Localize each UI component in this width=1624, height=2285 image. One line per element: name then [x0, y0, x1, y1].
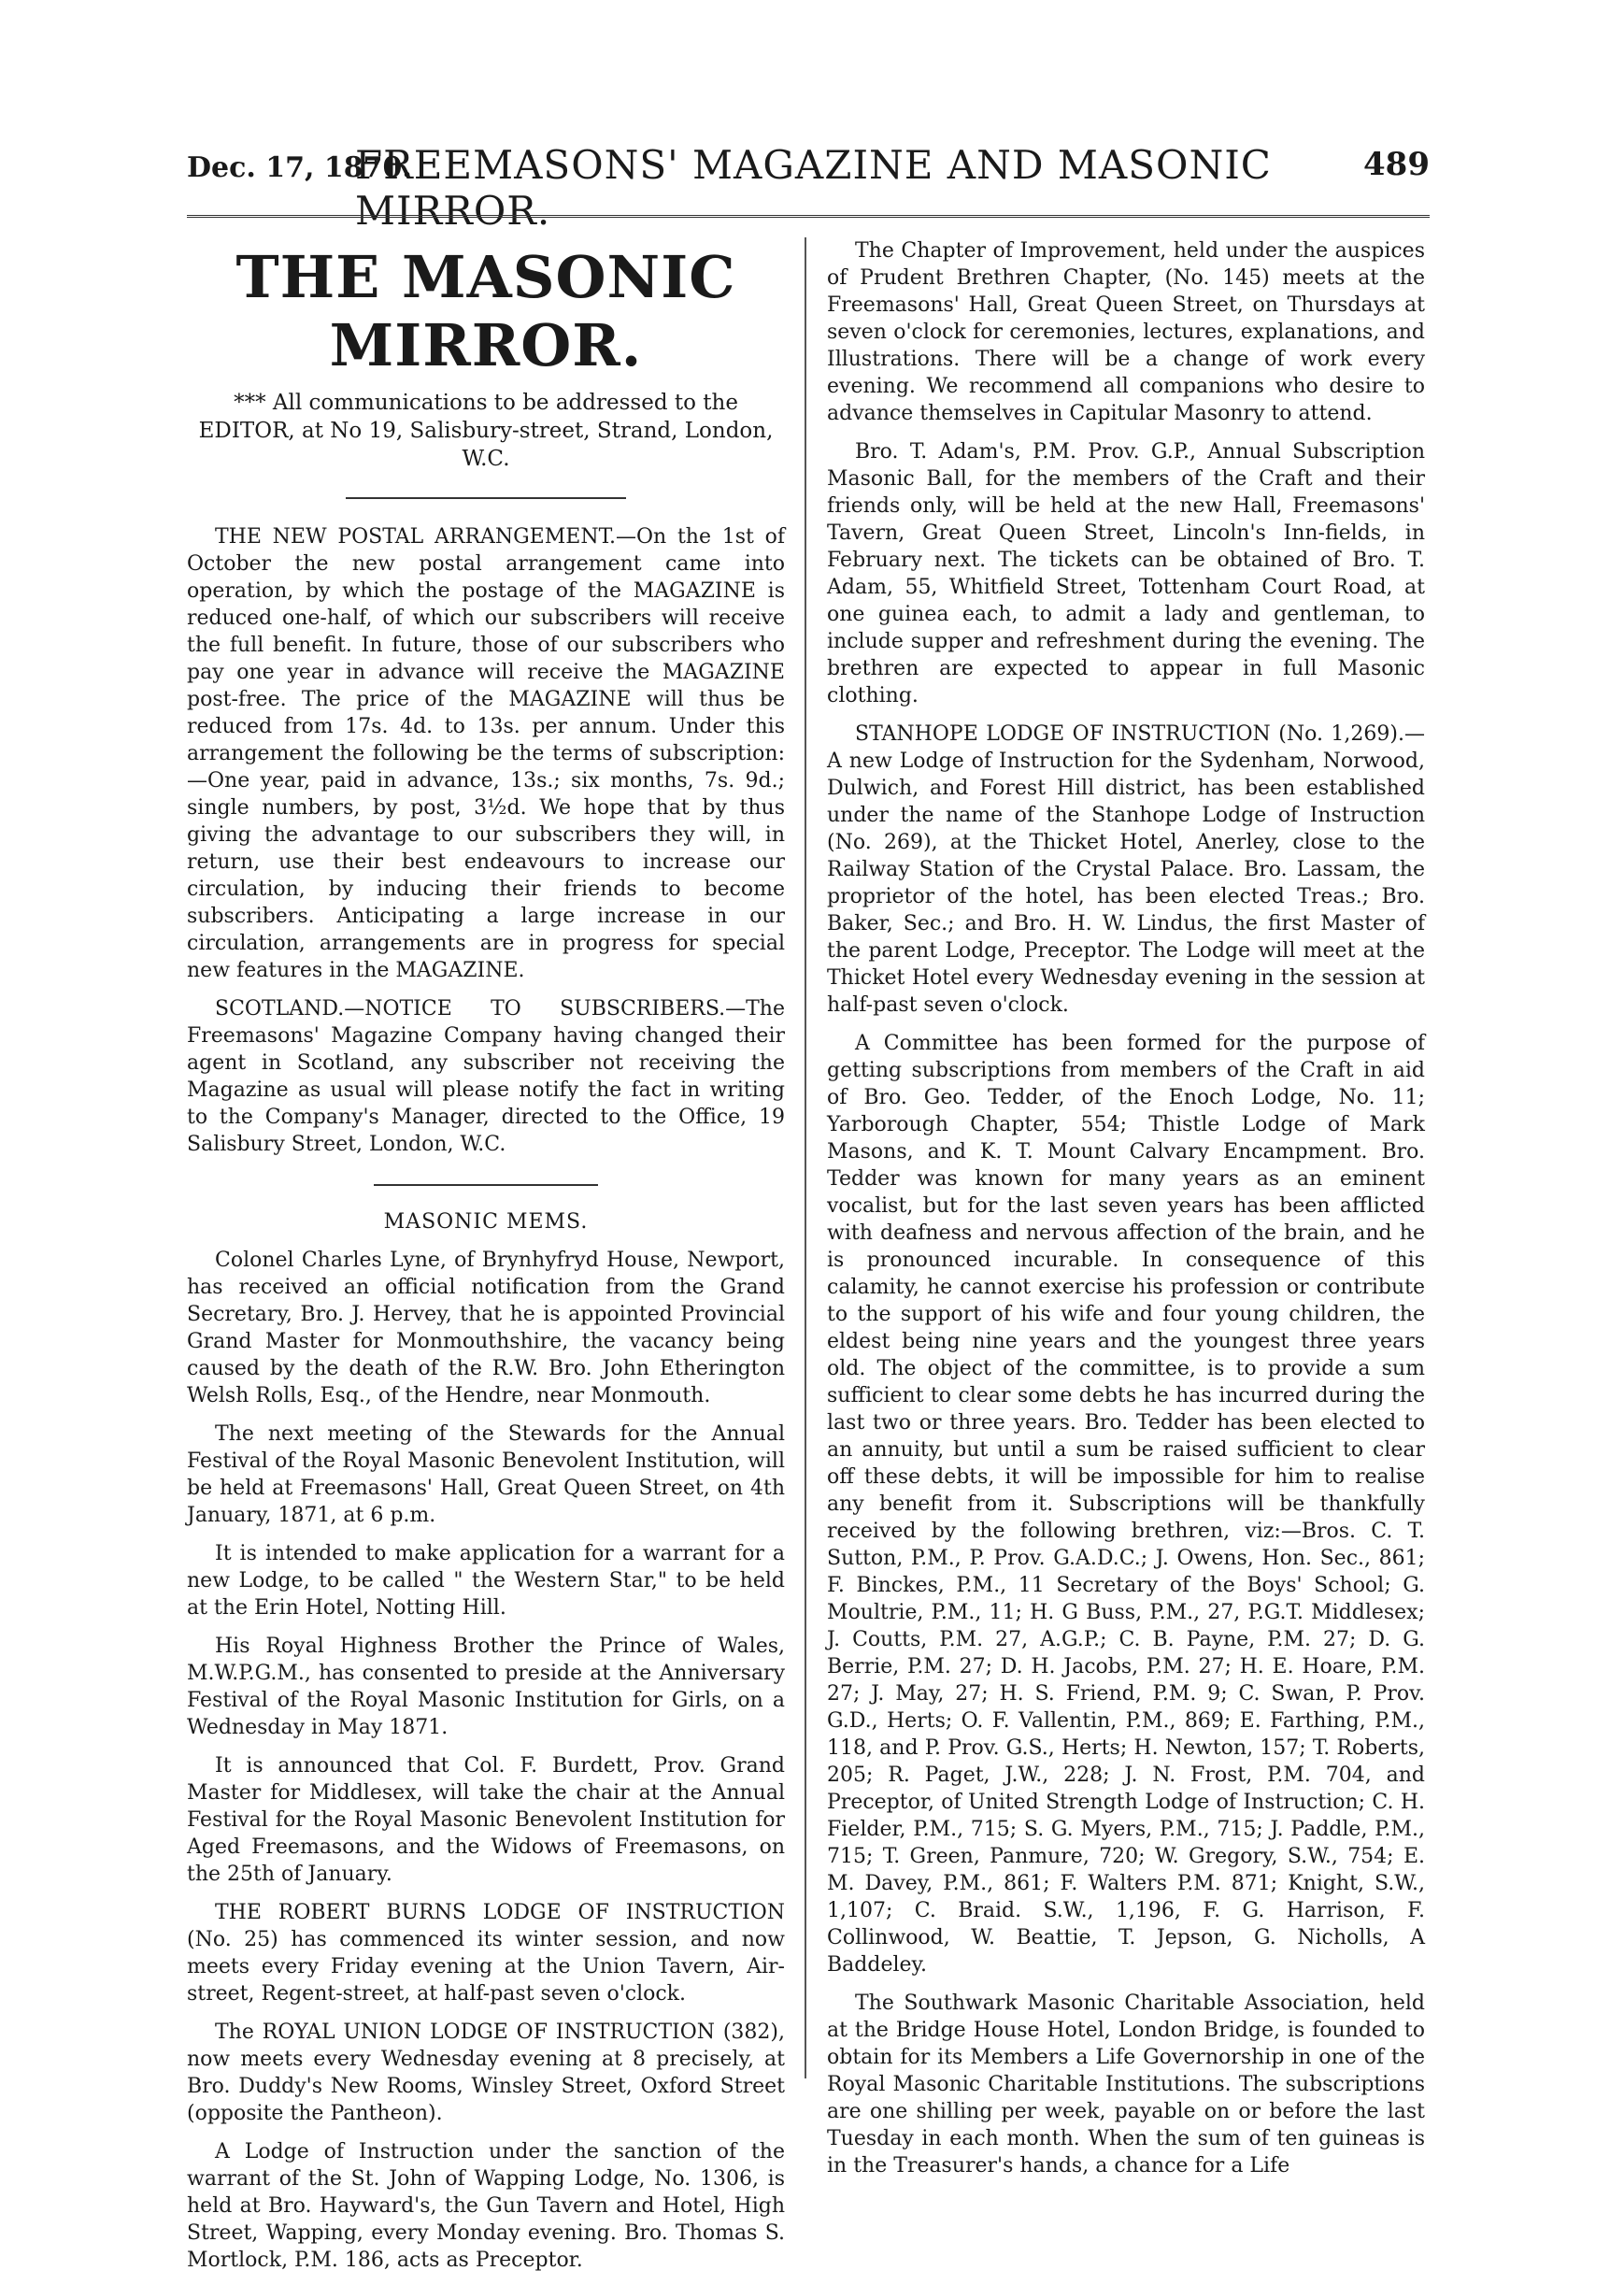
paragraph-body: (No. 25) has commenced its winter session, and now meets every Friday evening at the Union Tavern, Air-street, Regent-street, at half-past seven o'clock.	[187, 1928, 785, 2006]
left-column	[187, 237, 785, 2285]
mems-title: MASONIC MEMS.	[383, 1210, 589, 1234]
right-column	[827, 237, 1425, 2191]
header-publication-title: FREEMASONS' MAGAZINE AND MASONIC MIRROR.	[355, 142, 1272, 234]
paragraph-heading: ROYAL UNION LODGE OF INSTRUCTION	[262, 2021, 716, 2044]
paragraph-body: (382), now meets every Wednesday evening at 8 precisely, at Bro. Duddy's New Rooms, Winsley Street, Oxford Street (opposite the Pantheon).	[187, 2021, 785, 2125]
paragraph-body: —The Freemasons' Magazine Company having changed their agent in Scotland, any subscriber not receiving the Magazine as usual will please notify the fact in writing to the Company's Manager, directed to the Office, 19 Salisbury Street, London, W.C.	[187, 997, 785, 1156]
running-header	[187, 138, 1430, 234]
committee-paragraph: A Committee has been formed for the purpose of getting subscriptions from members of the Craft in aid of Bro. Geo. Tedder, of the Enoch Lodge, No. 11; Yarborough Chapter, 554; Thistle Lodge of Mark Masons, and K. T. Mount Calvary Encampment. Bro. Tedder was known for many years as an eminent vocalist, but for the last seven years has been afflicted with deafness and nervous affection of the brain, and he is pronounced incurable. In consequence of this calamity, he cannot exercise his profession or contribute to the support of his wife and four young children, the eldest being nine years and the youngest three years old. The object of the committee, is to provide a sum sufficient to clear some debts he has incurred during the last two or three years. Bro. Tedder has been elected to an annuity, but until a sum be raised sufficient to clear off these debts, it will be impossible for him to realise any benefit from it. Subscriptions will be thankfully received by the following brethren, viz:—Bros. C. T. Sutton, P.M., P. Prov. G.A.D.C.; J. Owens, Hon. Sec., 861; F. Binckes, P.M., 11 Secretary of the Boys' School; G. Moultrie, P.M., 11; H. G Buss, P.M., 27, P.G.T. Middlesex; J. Coutts, P.M. 27, A.G.P.; C. B. Payne, P.M. 27; D. G. Berrie, P.M. 27; D. H. Jacobs, P.M. 27; H. E. Hoare, P.M. 27; J. May, 27; H. S. Friend, P.M. 9; C. Swan, P. Prov. G.D., Herts; O. F. Vallentin, P.M., 869; E. Farthing, P.M., 118, and P. Prov. G.S., Herts; H. Newton, 157; T. Roberts, 205; R. Paget, J.W., 228; J. N. Frost, P.M. 704, and Preceptor, of United Strength Lodge of Instruction; C. H. Fielder, P.M., 715; S. G. Myers, P.M., 715; J. Paddle, P.M., 715; T. Green, Panmure, 720; W. Gregory, S.W., 754; E. M. Davey, P.M., 861; F. Walters P.M. 871; Knight, S.W., 1,107; C. Braid. S.W., 1,196, F. G. Harrison, F. Collinwood, W. Beattie, T. Jepson, G. Nicholls, A Baddeley.	[827, 1032, 1425, 1977]
paragraph-body: (No. 1,269).—A new Lodge of Instruction for the Sydenham, Norwood, Dulwich, and Forest Hill district, has been established under the name of the Stanhope Lodge of Instruction (No. 269), at the Thicket Hotel, Anerley, close to the Railway Station of the Crystal Palace. Bro. Lassam, the proprietor of the hotel, has been elected Treas.; Bro. Baker, Sec.; and Bro. H. W. Lindus, the first Master of the parent Lodge, Preceptor. The Lodge will meet at the Thicket Hotel every Wednesday evening in the session at half-past seven o'clock.	[827, 722, 1425, 1017]
mem-paragraph: The next meeting of the Stewards for the Annual Festival of the Royal Masonic Benevolent Institution, will be held at Freemasons' Hall, Great Queen Street, on 4th January, 1871, at 6 p.m.	[187, 1422, 785, 1527]
paragraph-heading: SCOTLAND.—NOTICE TO SUBSCRIBERS.	[215, 997, 726, 1021]
robert-burns-paragraph	[187, 1899, 785, 2007]
mem-paragraph: Colonel Charles Lyne, of Brynhyfryd House, Newport, has received an official notification from the Grand Secretary, Bro. J. Hervey, that he is appointed Provincial Grand Master for Monmouthshire, the vacancy being caused by the death of the R.W. Bro. John Etherington Welsh Rolls, Esq., of the Hendre, near Monmouth.	[187, 1249, 785, 1407]
paragraph-lead: The	[215, 2021, 263, 2044]
mem-paragraph: His Royal Highness Brother the Prince of Wales, M.W.P.G.M., has consented to preside at the Anniversary Festival of the Royal Masonic Institution for Girls, on a Wednesday in May 1871.	[187, 1635, 785, 1739]
mem-paragraph: It is announced that Col. F. Burdett, Prov. Grand Master for Middlesex, will take the chair at the Annual Festival for the Royal Masonic Benevolent Institution for Aged Freemasons, and the Widows of Freemasons, on the 25th of January.	[187, 1754, 785, 1886]
section-rule	[346, 497, 626, 499]
header-rule	[187, 215, 1430, 218]
royal-union-paragraph	[187, 2019, 785, 2127]
mem-paragraph: It is intended to make application for a warrant for a new Lodge, to be called " the Western Star," to be held at the Erin Hotel, Notting Hill.	[187, 1542, 785, 1620]
southwark-paragraph: The Southwark Masonic Charitable Association, held at the Bridge House Hotel, London Bridge, is founded to obtain for its Members a Life Governorship in one of the Royal Masonic Charitable Institutions. The subscriptions are one shilling per week, payable on or before the last Tuesday in each month. When the sum of ten guineas is in the Treasurer's hands, a chance for a Life	[827, 1992, 1425, 2178]
paragraph-heading: THE ROBERT BURNS LODGE OF INSTRUCTION	[215, 1901, 785, 1924]
paragraph-heading: THE NEW POSTAL ARRANGEMENT.	[215, 525, 617, 549]
stanhope-paragraph	[827, 721, 1425, 1019]
section-rule	[374, 1184, 598, 1186]
editor-notice: *** All communications to be addressed to the EDITOR, at No 19, Salisbury-street, Strand, London, W.C.	[198, 391, 774, 471]
paragraph-heading: STANHOPE LODGE OF INSTRUCTION	[855, 722, 1271, 746]
wapping-paragraph: A Lodge of Instruction under the sanction of the warrant of the St. John of Wapping Lodge, No. 1306, is held at Bro. Hayward's, the Gun Tavern and Hotel, High Street, Wapping, every Monday evening. Bro. Thomas S. Mortlock, P.M. 186, acts as Preceptor.	[187, 2140, 785, 2272]
header-date: Dec. 17, 1870.	[187, 151, 412, 184]
section-title: THE MASONIC MIRROR.	[235, 243, 736, 379]
page-number: 489	[1363, 146, 1430, 183]
scotland-notice-paragraph	[187, 995, 785, 1158]
paragraph-body: —On the 1st of October the new postal arrangement came into operation, by which the postage of the MAGAZINE is reduced one-half, of which our subscribers will receive the full benefit. In future, those of our subscribers who pay one year in advance will receive the MAGAZINE post-free. The price of the MAGAZINE will thus be reduced from 17s. 4d. to 13s. per annum. Under this arrangement the following be the terms of subscription:—One year, paid in advance, 13s.; six months, 7s. 9d.; single numbers, by post, 3½d. We hope that by thus giving the advantage to our subscribers they will, in return, use their best endeavours to increase our circulation, by inducing their friends to become subscribers. Anticipating a large increase in our circulation, arrangements are in progress for special new features in the MAGAZINE.	[187, 525, 785, 982]
chapter-paragraph: The Chapter of Improvement, held under the auspices of Prudent Brethren Chapter, (No. 145) meets at the Freemasons' Hall, Great Queen Street, on Thursdays at seven o'clock for ceremonies, lectures, explanations, and Illustrations. There will be a change of work every evening. We recommend all companions who desire to advance themselves in Capitular Masonry to attend.	[827, 239, 1425, 425]
column-divider	[805, 237, 806, 2078]
ball-paragraph: Bro. T. Adam's, P.M. Prov. G.P., Annual Subscription Masonic Ball, for the members of the Craft and their friends only, will be held at the new Hall, Freemasons' Tavern, Great Queen Street, Lincoln's Inn-fields, in February next. The tickets can be obtained of Bro. T. Adam, 55, Whitfield Street, Tottenham Court Road, at one guinea each, to admit a lady and gentleman, to include supper and refreshment during the evening. The brethren are expected to appear in full Masonic clothing.	[827, 440, 1425, 707]
postal-arrangement-paragraph	[187, 523, 785, 984]
